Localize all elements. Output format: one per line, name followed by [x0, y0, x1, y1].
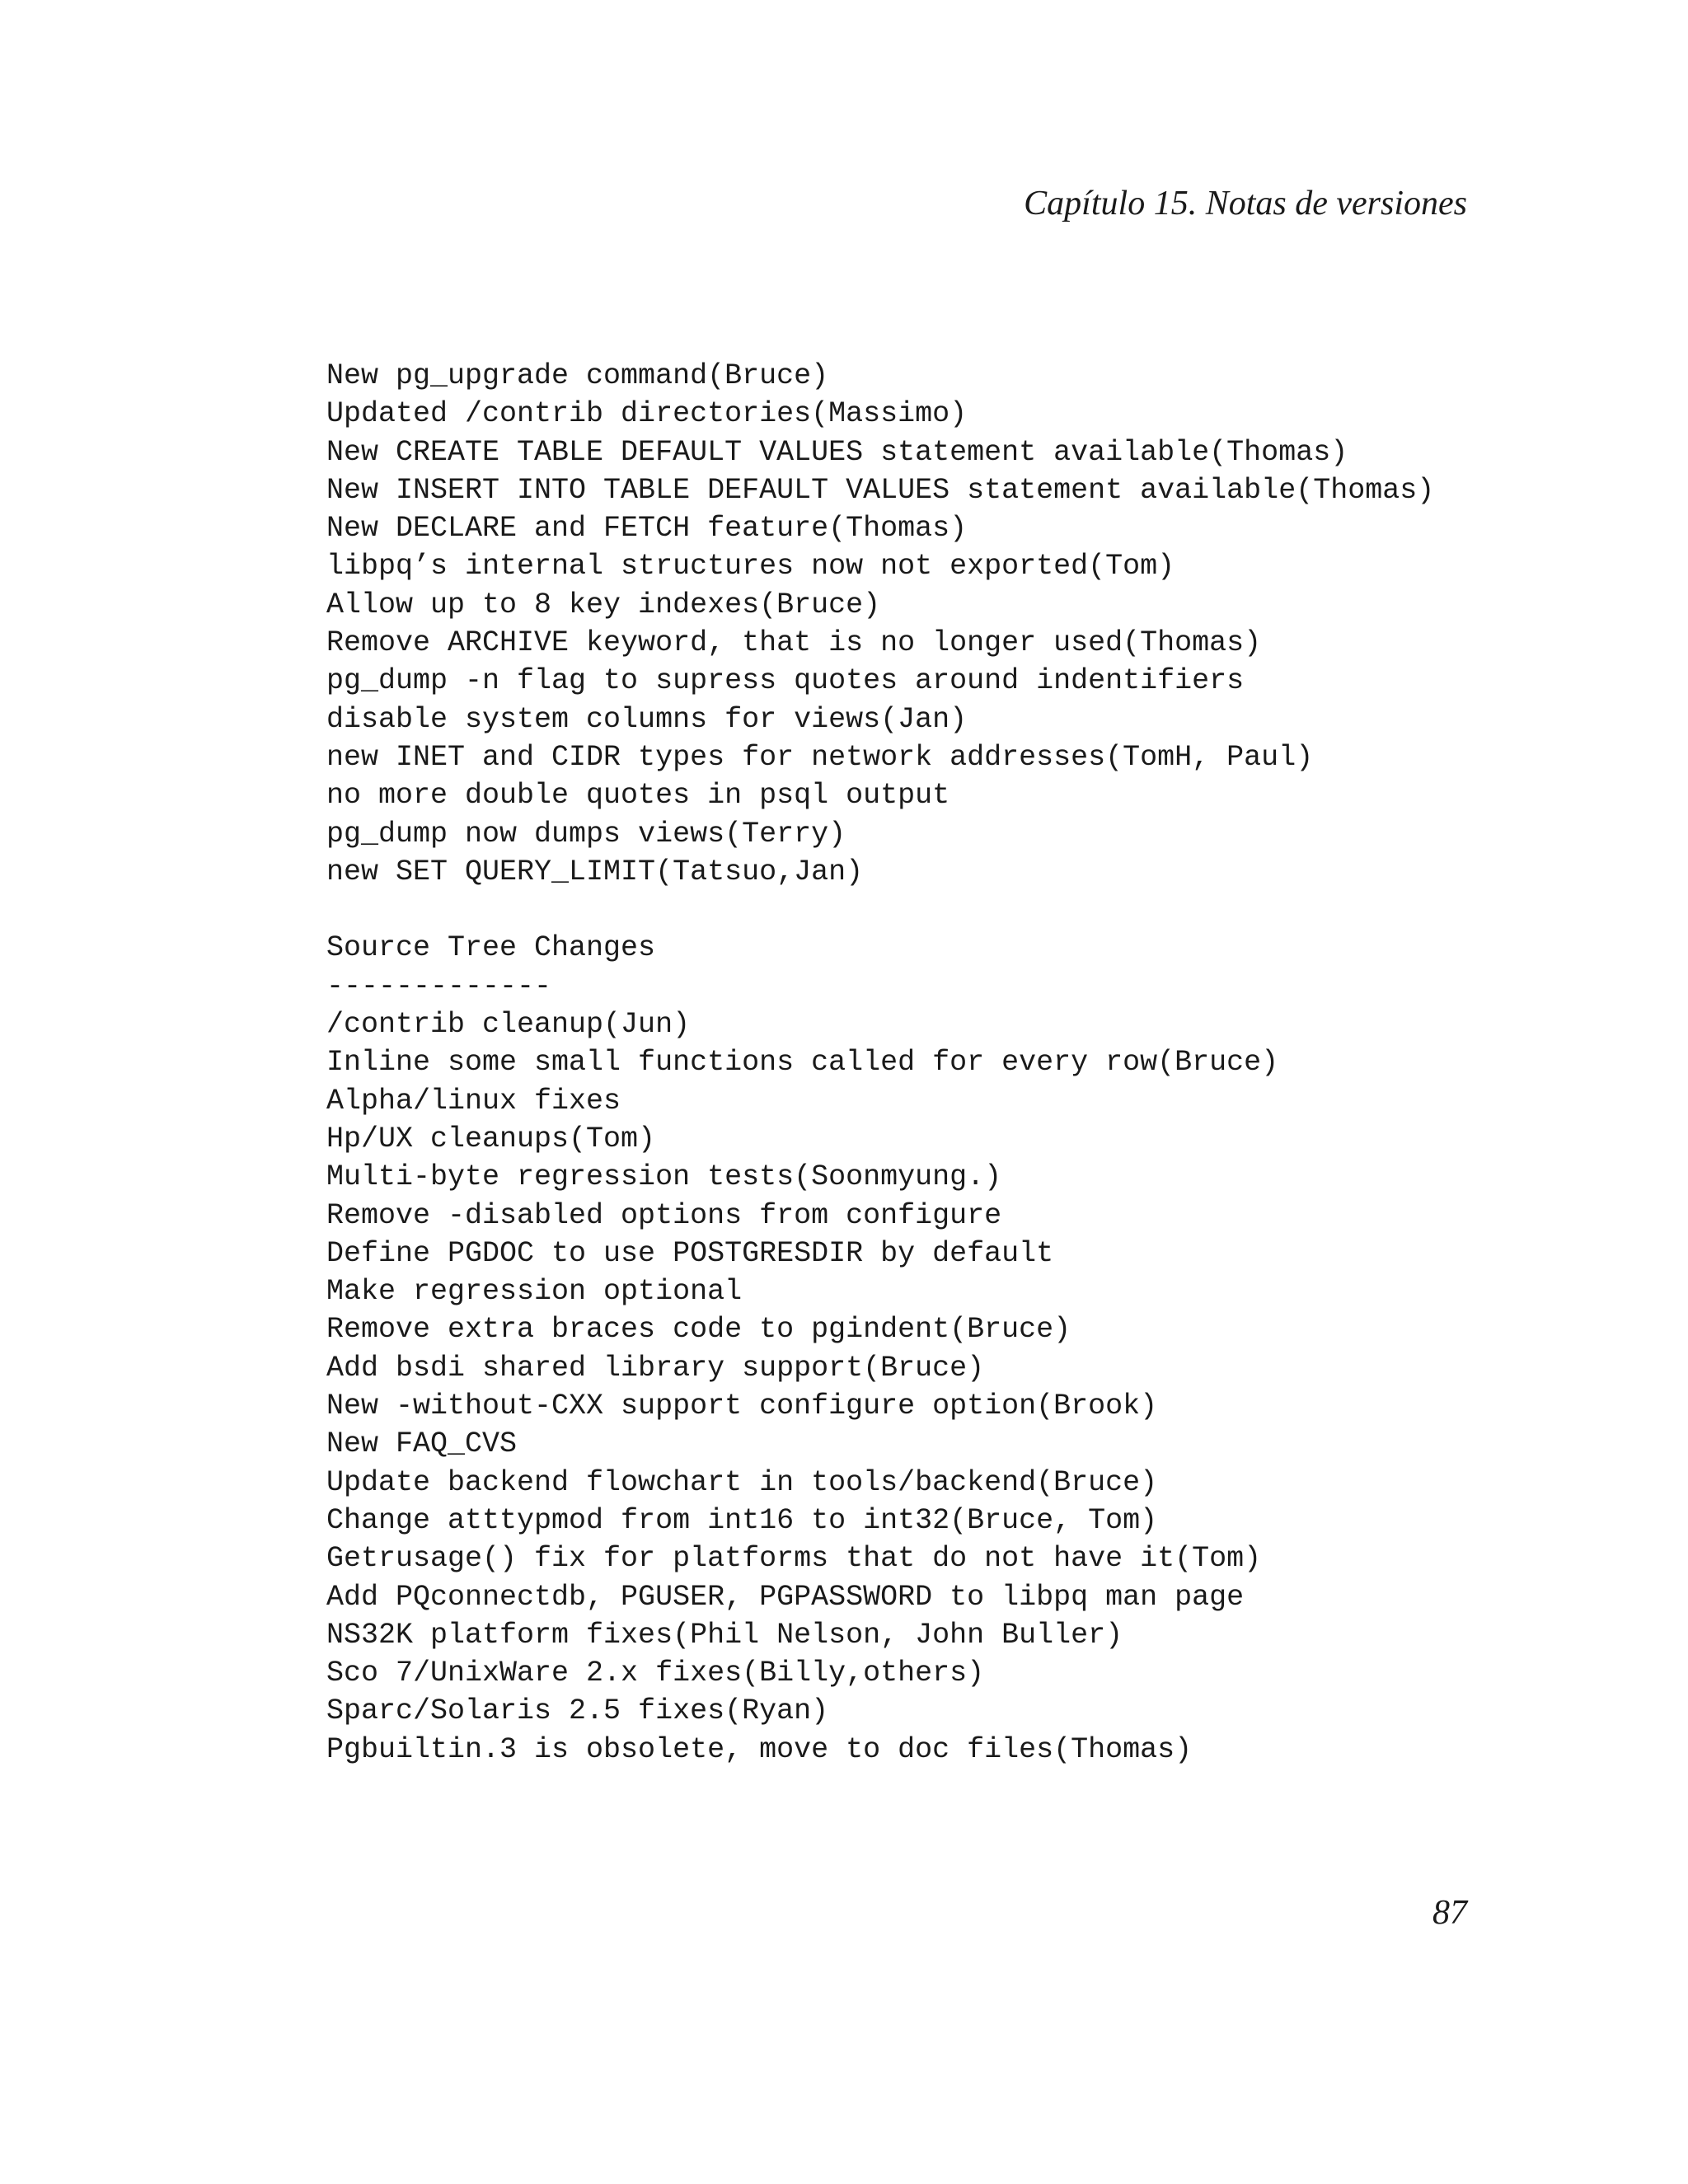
chapter-header: Capítulo 15. Notas de versiones [1024, 185, 1467, 223]
code-line: pg_dump -n flag to supress quotes around indentifiers [326, 664, 1245, 698]
code-line: Change atttypmod from int16 to int32(Bruce, Tom) [326, 1503, 1158, 1537]
code-line: Inline some small functions called for every row(Bruce) [326, 1046, 1279, 1080]
code-line: Add PQconnectdb, PGUSER, PGPASSWORD to libpq man page [326, 1580, 1245, 1614]
code-line: Remove extra braces code to pgindent(Bruce) [326, 1313, 1071, 1347]
code-line: Update backend flowchart in tools/backend(Bruce) [326, 1465, 1158, 1499]
code-line: New pg_upgrade command(Bruce) [326, 359, 829, 392]
code-line: new INET and CIDR types for network addresses(TomH, Paul) [326, 740, 1314, 774]
code-line: New -without-CXX support configure option(Brook) [326, 1390, 1158, 1423]
code-line: Define PGDOC to use POSTGRESDIR by default [326, 1236, 1054, 1270]
code-line: NS32K platform fixes(Phil Nelson, John Buller) [326, 1618, 1123, 1652]
code-line: Add bsdi shared library support(Bruce) [326, 1351, 985, 1385]
code-line: New FAQ_CVS [326, 1427, 518, 1461]
code-line: pg_dump now dumps views(Terry) [326, 817, 846, 851]
code-line: Updated /contrib directories(Massimo) [326, 397, 968, 431]
section-underline: ------------- [326, 969, 552, 1003]
code-line: Make regression optional [326, 1275, 743, 1309]
code-line: Sco 7/UnixWare 2.x fixes(Billy,others) [326, 1657, 985, 1690]
code-line: New CREATE TABLE DEFAULT VALUES statement available(Thomas) [326, 435, 1348, 469]
code-line: Remove ARCHIVE keyword, that is no longer used(Thomas) [326, 626, 1262, 660]
code-line: new SET QUERY_LIMIT(Tatsuo,Jan) [326, 855, 864, 888]
code-line: Alpha/linux fixes [326, 1084, 621, 1118]
code-line: Hp/UX cleanups(Tom) [326, 1122, 656, 1155]
code-line: New DECLARE and FETCH feature(Thomas) [326, 512, 968, 546]
code-line: New INSERT INTO TABLE DEFAULT VALUES statement available(Thomas) [326, 473, 1435, 507]
code-line: Sparc/Solaris 2.5 fixes(Ryan) [326, 1694, 829, 1728]
code-line: Pgbuiltin.3 is obsolete, move to doc files(Thomas) [326, 1732, 1193, 1766]
section-heading: Source Tree Changes [326, 931, 656, 965]
code-line: Multi-byte regression tests(Soonmyung.) [326, 1160, 1002, 1194]
blank-line [326, 891, 1480, 929]
code-line: Allow up to 8 key indexes(Bruce) [326, 588, 881, 621]
code-line: /contrib cleanup(Jun) [326, 1008, 691, 1042]
code-line: no more double quotes in psql output [326, 779, 950, 813]
code-line: Remove -disabled options from configure [326, 1198, 1002, 1232]
release-notes-listing [326, 357, 1480, 1769]
code-line: Getrusage() fix for platforms that do not have it(Tom) [326, 1542, 1262, 1576]
page-number: 87 [1432, 1894, 1467, 1932]
code-line: disable system columns for views(Jan) [326, 702, 968, 736]
code-line: libpq’s internal structures now not exported(Tom) [326, 550, 1175, 583]
